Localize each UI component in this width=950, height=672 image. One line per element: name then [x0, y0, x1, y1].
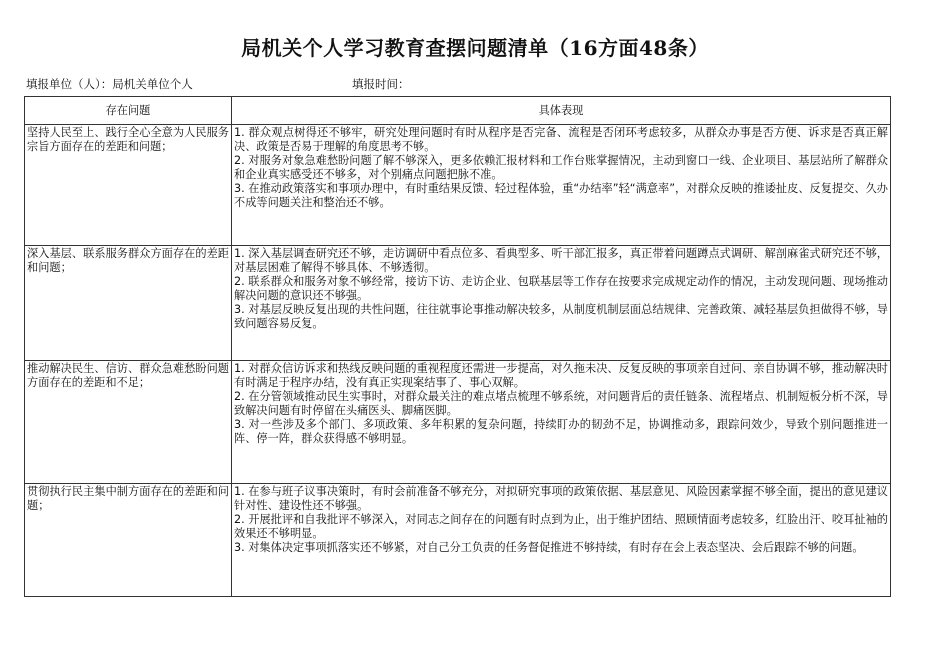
issue-cell: 推动解决民生、信访、群众急难愁盼问题方面存在的差距和不足；	[25, 361, 232, 484]
detail-cell	[232, 125, 891, 246]
detail-item: 3. 对一些涉及多个部门、多项政策、多年积累的复杂问题，持续盯办的韧劲不足，协调推动多，跟踪问效少，导致个别问题推进一阵、停一阵，群众获得感不够明显。	[234, 418, 888, 445]
issue-cell: 深入基层、联系服务群众方面存在的差距和问题；	[25, 246, 232, 361]
detail-item: 3. 对基层反映反复出现的共性问题，往往就事论事推动解决较多，从制度机制层面总结规律、完善政策、减轻基层负担做得不够，导致问题容易反复。	[234, 303, 888, 330]
page-title: 局机关个人学习教育查摆问题清单（16方面48条）	[241, 36, 709, 60]
detail-item: 3. 对集体决定事项抓落实还不够紧，对自己分工负责的任务督促推进不够持续，有时存在会上表态坚决、会后跟踪不够的问题。	[234, 541, 864, 554]
table-row	[25, 246, 891, 361]
detail-item: 2. 对服务对象急难愁盼问题了解不够深入，更多依赖汇报材料和工作台账掌握情况，主动到窗口一线、企业项目、基层站所了解群众和企业真实感受还不够多，对个别痛点问题把脉不准。	[234, 154, 888, 181]
issue-cell: 贯彻执行民主集中制方面存在的差距和问题；	[25, 484, 232, 597]
detail-item: 2. 联系群众和服务对象不够经常，接访下访、走访企业、包联基层等工作存在按要求完成规定动作的情况，主动发现问题、现场推动解决问题的意识还不够强。	[234, 275, 888, 302]
detail-item: 1. 在参与班子议事决策时，有时会前准备不够充分，对拟研究事项的政策依据、基层意见、风险因素掌握不够全面，提出的意见建议针对性、建设性还不够强。	[234, 485, 888, 512]
table-row	[25, 484, 891, 597]
detail-cell	[232, 246, 891, 361]
detail-cell	[232, 361, 891, 484]
detail-item: 1. 深入基层调查研究还不够，走访调研中看点位多、看典型多、听干部汇报多，真正带着问题蹲点式调研、解剖麻雀式研究还不够，对基层困难了解得不够具体、不够透彻。	[234, 247, 888, 274]
header-detail: 具体表现	[232, 97, 891, 125]
detail-cell	[232, 484, 891, 597]
problem-list-table	[24, 96, 891, 597]
detail-item: 3. 在推动政策落实和事项办理中，有时重结果反馈、轻过程体验，重“办结率”轻“满意率”，对群众反映的推诿扯皮、反复提交、久办不成等问题关注和整治还不够。	[234, 182, 888, 209]
issue-cell: 坚持人民至上、践行全心全意为人民服务宗旨方面存在的差距和问题；	[25, 125, 232, 246]
reporting-unit: 填报单位（人）：局机关单位个人	[26, 77, 193, 91]
detail-item: 2. 在分管领域推动民生实事时，对群众最关注的难点堵点梳理不够系统，对问题背后的责任链条、流程堵点、机制短板分析不深，导致解决问题有时停留在头痛医头、脚痛医脚。	[234, 390, 888, 417]
reporting-time: 填报时间：	[352, 77, 410, 91]
table-row	[25, 125, 891, 246]
detail-item: 2. 开展批评和自我批评不够深入，对同志之间存在的问题有时点到为止，出于维护团结、照顾情面考虑较多，红脸出汗、咬耳扯袖的效果还不够明显。	[234, 513, 888, 540]
detail-item: 1. 对群众信访诉求和热线反映问题的重视程度还需进一步提高，对久拖未决、反复反映的事项亲自过问、亲自协调不够，推动解决时有时满足于程序办结，没有真正实现案结事了、事心双解。	[234, 362, 888, 389]
header-issue: 存在问题	[25, 97, 232, 125]
table-header-row	[25, 97, 891, 125]
detail-item: 1. 群众观点树得还不够牢，研究处理问题时有时从程序是否完备、流程是否闭环考虑较多，从群众办事是否方便、诉求是否真正解决、政策是否易于理解的角度思考不够。	[234, 126, 888, 153]
table-row	[25, 361, 891, 484]
